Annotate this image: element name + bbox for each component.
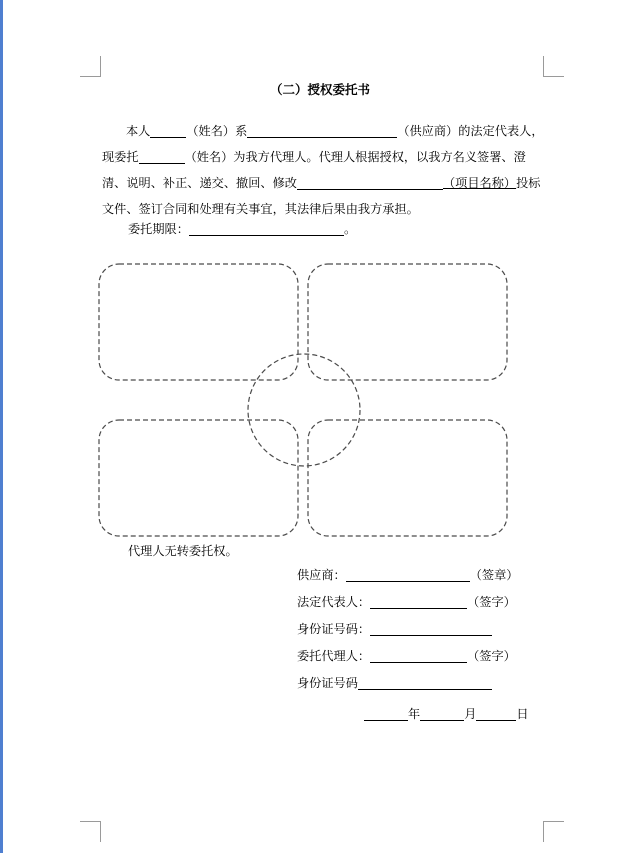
page-corner-mark-bottom-left <box>80 821 101 842</box>
principal-name-blank[interactable] <box>150 123 186 138</box>
center-seal-circle <box>248 354 360 466</box>
para-text-1: 本人 <box>126 124 151 138</box>
para-text-6: 投标文件、签订合同和处理有关事宜，其法律后果由我方承担。 <box>102 176 541 216</box>
term-end: 。 <box>343 222 357 236</box>
agent-label: 委托代理人： <box>297 649 371 663</box>
para-text-3: （供应商）的法定代表人，现委托 <box>102 124 544 164</box>
authorization-paragraph <box>102 118 550 222</box>
page-corner-mark-bottom-right <box>543 821 564 842</box>
para-text-4: （姓名）为我方代理人。代理人根据授权，以我方名义签署、澄清、说明、补正、递交、撤回、修改 <box>102 150 526 190</box>
id-card-front-box <box>99 264 298 380</box>
agent-id-back-box <box>308 420 507 536</box>
id-card-back-box <box>308 264 507 380</box>
agent-suffix: （签字） <box>467 649 516 663</box>
legal-rep-id-label: 身份证号码： <box>297 622 371 636</box>
project-name-label: （项目名称） <box>443 176 517 190</box>
legal-rep-suffix: （签字） <box>467 595 516 609</box>
term-blank[interactable] <box>189 221 344 236</box>
page-corner-mark-top-right <box>543 56 564 77</box>
agent-id-front-box <box>99 420 298 536</box>
window-edge <box>0 0 3 853</box>
page-corner-mark-top-left <box>80 56 101 77</box>
document-title: （二）授权委托书 <box>269 82 370 97</box>
para-text-2: （姓名）系 <box>186 124 248 138</box>
no-transfer-note: 代理人无转委托权。 <box>128 544 238 558</box>
supplier-label: 供应商： <box>297 568 346 582</box>
agent-name-blank[interactable] <box>139 149 185 164</box>
legal-rep-sign-blank[interactable] <box>370 594 467 609</box>
legal-rep-label: 法定代表人： <box>297 595 371 609</box>
month-label: 月 <box>464 707 477 721</box>
agent-sign-blank[interactable] <box>370 648 467 663</box>
supplier-sign-line <box>297 566 519 583</box>
term-line <box>128 220 356 237</box>
agent-id-blank[interactable] <box>358 675 492 690</box>
project-name-blank[interactable] <box>297 175 443 190</box>
agent-id-label: 身份证号码 <box>297 676 358 690</box>
date-line <box>364 705 529 722</box>
day-label: 日 <box>516 707 529 721</box>
month-blank[interactable] <box>420 706 464 721</box>
legal-rep-sign-line <box>297 593 516 610</box>
legal-rep-id-blank[interactable] <box>370 621 492 636</box>
supplier-sign-blank[interactable] <box>346 567 470 582</box>
year-label: 年 <box>408 707 421 721</box>
supplier-suffix: （签章） <box>469 568 519 582</box>
day-blank[interactable] <box>476 706 516 721</box>
agent-sign-line <box>297 647 516 664</box>
year-blank[interactable] <box>364 706 408 721</box>
legal-rep-id-line <box>297 620 492 637</box>
supplier-name-blank[interactable] <box>247 123 397 138</box>
term-label: 委托期限： <box>128 222 189 236</box>
agent-id-line <box>297 674 492 691</box>
